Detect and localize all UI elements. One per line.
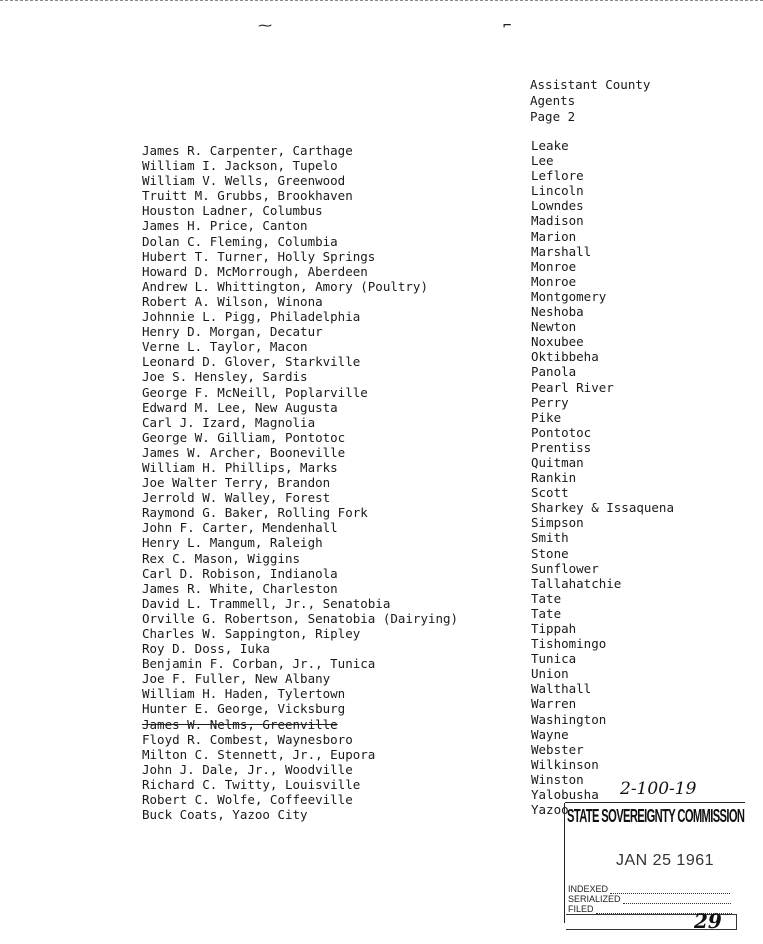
agent-name-row: Robert C. Wolfe, Coffeeville bbox=[142, 792, 353, 808]
handwritten-file-number: 2-100-19 bbox=[620, 779, 697, 799]
agent-name-row: James H. Price, Canton bbox=[142, 218, 308, 234]
county-row: Newton bbox=[531, 319, 577, 335]
scan-mark-right: ⌐ bbox=[503, 18, 512, 34]
county-row: Lowndes bbox=[531, 198, 584, 214]
agent-name-row: James R. White, Charleston bbox=[142, 580, 338, 596]
agent-name-row: Dolan C. Fleming, Columbia bbox=[142, 233, 338, 249]
county-row: Tunica bbox=[531, 651, 577, 667]
county-row: Monroe bbox=[531, 258, 577, 274]
header-line-1: Assistant County bbox=[530, 77, 651, 92]
county-row: Pontotoc bbox=[531, 424, 592, 440]
county-row: Scott bbox=[531, 485, 569, 501]
agent-name-row: Hubert T. Turner, Holly Springs bbox=[142, 248, 376, 264]
county-row: Neshoba bbox=[531, 304, 584, 320]
county-row: Tate bbox=[531, 605, 562, 621]
agent-name-row: William H. Haden, Tylertown bbox=[142, 686, 346, 702]
agent-name-row: Verne L. Taylor, Macon bbox=[142, 339, 308, 355]
county-row: Lee bbox=[531, 153, 554, 169]
agent-name-row: Richard C. Twitty, Louisville bbox=[142, 776, 361, 792]
header-line-2: Agents bbox=[530, 93, 576, 108]
agent-name-row: John J. Dale, Jr., Woodville bbox=[142, 761, 353, 777]
header-line-3: Page 2 bbox=[530, 109, 576, 124]
county-row: Montgomery bbox=[531, 288, 607, 304]
agent-name-row: Joe F. Fuller, New Albany bbox=[142, 671, 331, 687]
county-row: Simpson bbox=[531, 515, 584, 531]
county-row: Monroe bbox=[531, 273, 577, 289]
county-row: Yalobusha bbox=[531, 787, 599, 803]
agent-name-row: Houston Ladner, Columbus bbox=[142, 203, 323, 219]
county-row: Smith bbox=[531, 530, 569, 546]
county-row: Union bbox=[531, 666, 569, 682]
county-row: Lincoln bbox=[531, 183, 584, 199]
agent-name-row: Jerrold W. Walley, Forest bbox=[142, 490, 331, 506]
agent-name-row: Henry L. Mangum, Raleigh bbox=[142, 535, 323, 551]
agent-name-row: James W. Nelms, Greenville bbox=[142, 716, 338, 732]
county-row: Leflore bbox=[531, 168, 584, 184]
stamp-title: STATE SOVEREIGNTY COMMISSION bbox=[567, 806, 745, 826]
county-row: Yazoo bbox=[531, 802, 569, 818]
agent-name-row: Truitt M. Grubbs, Brookhaven bbox=[142, 188, 353, 204]
agent-name-row: George F. McNeill, Poplarville bbox=[142, 384, 368, 400]
document-header bbox=[530, 77, 650, 125]
county-row: Sunflower bbox=[531, 560, 599, 576]
county-row: Noxubee bbox=[531, 334, 584, 350]
county-row: Madison bbox=[531, 213, 584, 229]
county-row: Pearl River bbox=[531, 379, 614, 395]
agent-name-row: Carl J. Izard, Magnolia bbox=[142, 414, 316, 430]
county-row: Marion bbox=[531, 228, 577, 244]
agent-name-row: Buck Coats, Yazoo City bbox=[142, 807, 308, 823]
stamp-date: JAN 25 1961 bbox=[616, 852, 715, 869]
county-row: Quitman bbox=[531, 454, 584, 470]
agent-name-row: Henry D. Morgan, Decatur bbox=[142, 324, 323, 340]
stamp-number: 29 bbox=[694, 909, 722, 933]
agent-name-row: Edward M. Lee, New Augusta bbox=[142, 399, 338, 415]
county-row: Perry bbox=[531, 394, 569, 410]
county-row: Walthall bbox=[531, 681, 592, 697]
scan-mark-left: ⁓ bbox=[258, 18, 272, 34]
county-row: Panola bbox=[531, 364, 577, 380]
agent-name-row: George W. Gilliam, Pontotoc bbox=[142, 429, 346, 445]
agent-name-row: Johnnie L. Pigg, Philadelphia bbox=[142, 309, 361, 325]
county-row: Washington bbox=[531, 711, 607, 727]
county-row: Stone bbox=[531, 545, 569, 561]
county-row: Prentiss bbox=[531, 439, 592, 455]
agent-name-row: Orville G. Robertson, Senatobia (Dairying) bbox=[142, 610, 459, 626]
agent-name-row: Raymond G. Baker, Rolling Fork bbox=[142, 505, 368, 521]
agent-name-row: Leonard D. Glover, Starkville bbox=[142, 354, 361, 370]
agent-name-row: Roy D. Doss, Iuka bbox=[142, 641, 270, 657]
agent-name-row: Rex C. Mason, Wiggins bbox=[142, 550, 301, 566]
agent-name-row: Andrew L. Whittington, Amory (Poultry) bbox=[142, 278, 428, 294]
agent-name-row: William I. Jackson, Tupelo bbox=[142, 158, 338, 174]
agent-name-row: Floyd R. Combest, Waynesboro bbox=[142, 731, 353, 747]
agent-name-row: Benjamin F. Corban, Jr., Tunica bbox=[142, 656, 376, 672]
county-row: Winston bbox=[531, 771, 584, 787]
county-row: Wilkinson bbox=[531, 756, 599, 772]
stamp-border-top bbox=[565, 802, 745, 803]
county-row: Tishomingo bbox=[531, 636, 607, 652]
agent-name-row: Joe Walter Terry, Brandon bbox=[142, 475, 331, 491]
county-row: Sharkey & Issaquena bbox=[531, 500, 674, 516]
agent-name-row: James R. Carpenter, Carthage bbox=[142, 143, 353, 158]
county-row: Tallahatchie bbox=[531, 575, 622, 591]
agent-name-row: Charles W. Sappington, Ripley bbox=[142, 626, 361, 641]
agent-name-row: Howard D. McMorrough, Aberdeen bbox=[142, 263, 368, 279]
stamp-field-indexed: INDEXED bbox=[568, 884, 609, 894]
county-row: Pike bbox=[531, 409, 562, 425]
agent-name-row: Carl D. Robison, Indianola bbox=[142, 565, 338, 581]
agent-name-row: William H. Phillips, Marks bbox=[142, 459, 338, 475]
agent-name-row: William V. Wells, Greenwood bbox=[142, 173, 346, 189]
county-row: Tate bbox=[531, 590, 562, 606]
county-row: Warren bbox=[531, 696, 577, 712]
county-row: Wayne bbox=[531, 726, 569, 742]
county-row: Oktibbeha bbox=[531, 349, 599, 365]
county-list bbox=[531, 138, 674, 817]
agent-name-row: James W. Archer, Booneville bbox=[142, 444, 346, 460]
stamp-field-filed: FILED bbox=[568, 904, 594, 914]
agent-names-list bbox=[142, 143, 458, 822]
county-row: Webster bbox=[531, 741, 584, 757]
agent-name-row: David L. Trammell, Jr., Senatobia bbox=[142, 595, 391, 611]
county-row: Rankin bbox=[531, 470, 577, 486]
agent-name-row: Hunter E. George, Vicksburg bbox=[142, 701, 346, 717]
agent-name-row: Robert A. Wilson, Winona bbox=[142, 293, 323, 309]
agent-name-row: Milton C. Stennett, Jr., Eupora bbox=[142, 746, 376, 762]
county-row: Leake bbox=[531, 138, 569, 153]
agent-name-row: Joe S. Hensley, Sardis bbox=[142, 369, 308, 385]
page-top-border bbox=[0, 0, 763, 3]
county-row: Tippah bbox=[531, 621, 577, 636]
stamp-border-left bbox=[564, 803, 565, 923]
stamp-field-serialized: SERIALIZED bbox=[568, 894, 621, 904]
agent-name-row: John F. Carter, Mendenhall bbox=[142, 520, 338, 536]
county-row: Marshall bbox=[531, 243, 592, 259]
